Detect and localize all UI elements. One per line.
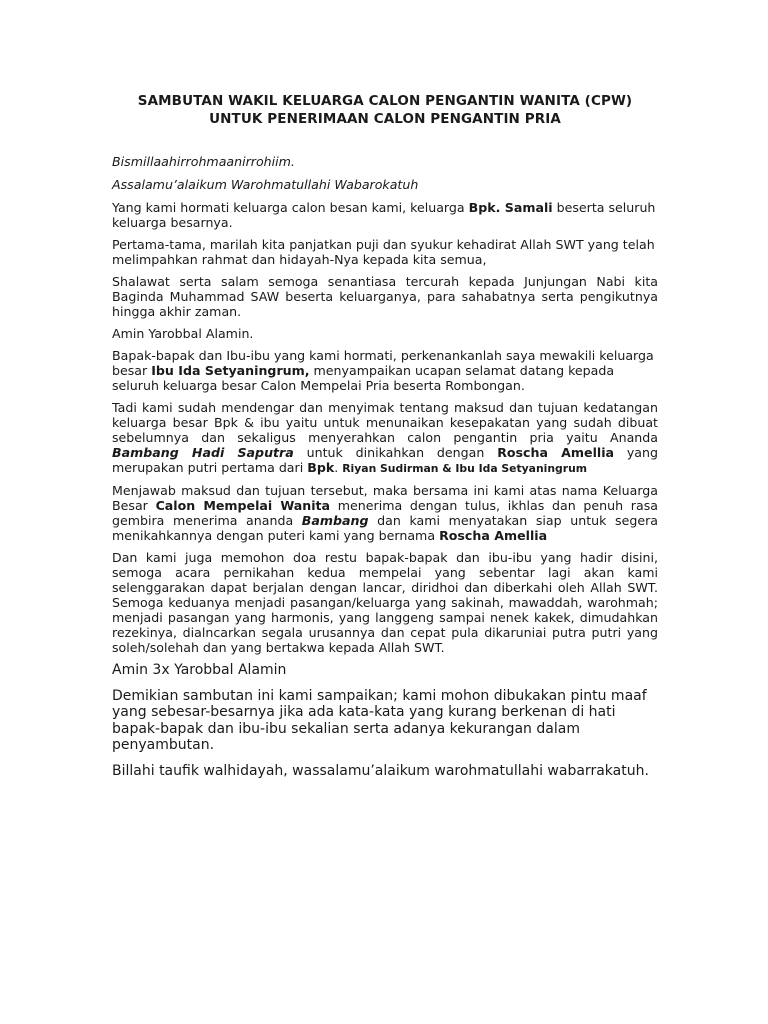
bismillah-line: Bismillaahirrohmaanirrohiim. bbox=[112, 154, 295, 169]
acceptance-text-e: dan kami menyatakan siap untuk segera menikahkannya dengan puteri kami yang bernama bbox=[112, 513, 658, 543]
title-line-1: SAMBUTAN WAKIL KELUARGA CALON PENGANTIN WANITA (CPW) bbox=[137, 93, 633, 109]
document-page bbox=[112, 92, 658, 788]
title-line-2: UNTUK PENERIMAAN CALON PENGANTIN PRIA bbox=[209, 111, 561, 127]
welcome-paragraph bbox=[112, 348, 658, 393]
greeting-name: Bpk. Samali bbox=[468, 200, 553, 215]
greeting-text-a: Yang kami hormati keluarga calon besan kami, keluarga bbox=[112, 200, 469, 215]
parents-names: Riyan Sudirman & Ibu Ida Setyaningrum bbox=[342, 462, 588, 475]
welcome-text-c: menyampaikan ucapan selamat datang kepada seluruh keluarga besar Calon Mempelai Pria beserta Rombongan. bbox=[112, 363, 615, 393]
amin-3x-line: Amin 3x Yarobbal Alamin bbox=[112, 662, 287, 678]
bpk-abbrev: Bpk bbox=[307, 460, 335, 475]
acceptance-text-a: Menjawab maksud dan tujuan tersebut, maka bersama ini kami atas nama Keluarga Besar bbox=[112, 483, 658, 513]
acceptance-text-c: menerima dengan tulus, ikhlas dan penuh rasa gembira menerima ananda bbox=[112, 498, 658, 528]
bride-name-2: Roscha Amellia bbox=[439, 528, 548, 543]
document-title bbox=[112, 92, 658, 128]
intent-text-g: . bbox=[334, 460, 343, 475]
amin-line: Amin Yarobbal Alamin. bbox=[112, 326, 254, 341]
welcome-name: Ibu Ida Setyaningrum, bbox=[151, 363, 310, 378]
intent-text-a: Tadi kami sudah mendengar dan menyimak tentang maksud dan tujuan kedatangan keluarga besar Bpk & ibu yaitu untuk menunaikan kesepakatan yang sudah dibuat sebelumnya dan sekaligus menyerahkan calon pengantin pria yaitu Ananda bbox=[112, 400, 658, 445]
final-greeting: Billahi taufik walhidayah, wassalamu’alaikum warohmatullahi wabarrakatuh. bbox=[112, 762, 649, 779]
salam-line: Assalamu’alaikum Warohmatullahi Wabarokatuh bbox=[112, 177, 419, 192]
greeting-text-c: beserta seluruh keluarga besarnya. bbox=[112, 200, 656, 230]
shalawat-paragraph: Shalawat serta salam semoga senantiasa tercurah kepada Junjungan Nabi kita Baginda Muhammad SAW beserta keluarganya, para sahabatnya serta pengikutnya hingga akhir zaman. bbox=[112, 274, 658, 319]
prayer-paragraph: Dan kami juga memohon doa restu bapak-bapak dan ibu-ibu yang hadir disini, semoga acara pernikahan kedua mempelai yang sebentar lagi akan kami selenggarakan dapat berjalan dengan lancar, diridhoi dan diberkahi oleh Allah SWT. Semoga keduanya menjadi pasangan/keluarga yang sakinah, mawaddah, warohmah; menjadi pasangan yang harmonis, yang langgeng sampai nenek kakek, dimudahkan rezekinya, dialncarkan segala urusannya dan cepat pula dikaruniai putra putri yang soleh/solehah dan yang bertakwa kepada Allah SWT. bbox=[112, 550, 658, 655]
bride-side-label: Calon Mempelai Wanita bbox=[155, 498, 331, 513]
gratitude-paragraph: Pertama-tama, marilah kita panjatkan puji dan syukur kehadirat Allah SWT yang telah melimpahkan rahmat dan hidayah-Nya kepada kita semua, bbox=[112, 237, 655, 267]
bride-name: Roscha Amellia bbox=[497, 445, 615, 460]
groom-short-name: Bambang bbox=[301, 513, 369, 528]
acceptance-paragraph bbox=[112, 483, 658, 543]
intent-paragraph bbox=[112, 400, 658, 476]
greeting-paragraph bbox=[112, 200, 658, 230]
welcome-text-a: Bapak-bapak dan Ibu-ibu yang kami hormati, perkenankanlah saya mewakili keluarga besar bbox=[112, 348, 654, 378]
intent-text-e: yang merupakan putri pertama dari bbox=[112, 445, 658, 475]
groom-name: Bambang Hadi Saputra bbox=[112, 445, 294, 460]
intent-text-c: untuk dinikahkan dengan bbox=[293, 445, 498, 460]
closing-paragraph: Demikian sambutan ini kami sampaikan; kami mohon dibukakan pintu maaf yang sebesar-besarnya jika ada kata-kata yang kurang berkenan di hati bapak-bapak dan ibu-ibu sekalian serta adanya kekurangan dalam penyambutan. bbox=[112, 687, 647, 753]
